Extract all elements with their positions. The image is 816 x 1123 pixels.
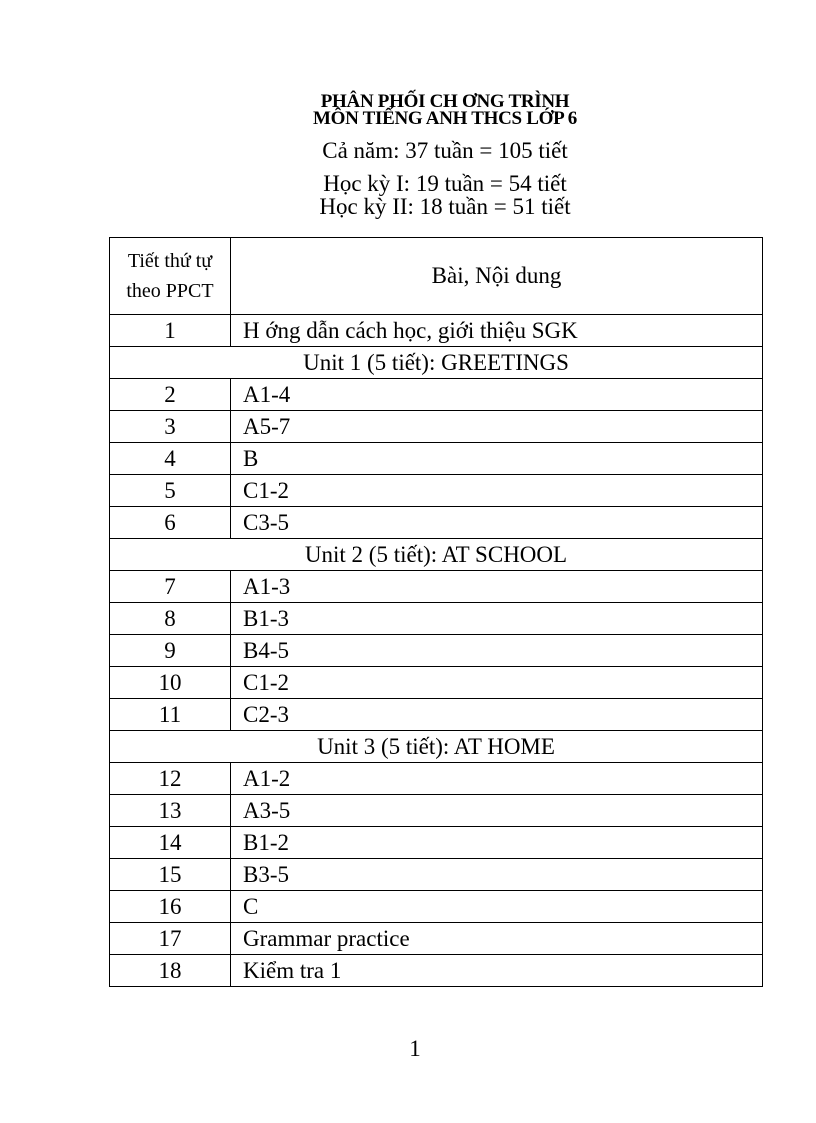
lesson-number: 17 <box>110 923 231 955</box>
lesson-number: 2 <box>110 379 231 411</box>
lesson-content: C <box>231 891 763 923</box>
table-row <box>110 443 763 475</box>
unit-header-row <box>110 731 763 763</box>
unit-3-title: Unit 3 (5 tiết): AT HOME <box>110 731 763 763</box>
unit-2-title: Unit 2 (5 tiết): AT SCHOOL <box>110 539 763 571</box>
semester-1-summary: Học kỳ I: 19 tuần = 54 tiết <box>323 171 567 196</box>
table-row <box>110 699 763 731</box>
lesson-content: B4-5 <box>231 635 763 667</box>
table-row <box>110 667 763 699</box>
lesson-number: 10 <box>110 667 231 699</box>
table-row <box>110 827 763 859</box>
table-row <box>110 571 763 603</box>
unit-1-title: Unit 1 (5 tiết): GREETINGS <box>110 347 763 379</box>
table-row <box>110 955 763 987</box>
table-row <box>110 795 763 827</box>
lesson-content: A1-4 <box>231 379 763 411</box>
lesson-content: H ớng dẫn cách học, giới thiệu SGK <box>231 315 763 347</box>
lesson-content: A1-2 <box>231 763 763 795</box>
lesson-content: Grammar practice <box>231 923 763 955</box>
lesson-content: A3-5 <box>231 795 763 827</box>
table-row <box>110 507 763 539</box>
table-header-row <box>110 238 763 315</box>
lesson-number: 18 <box>110 955 231 987</box>
lesson-number: 6 <box>110 507 231 539</box>
lesson-number: 12 <box>110 763 231 795</box>
lesson-content: A1-3 <box>231 571 763 603</box>
lesson-content: B <box>231 443 763 475</box>
lesson-content: C1-2 <box>231 475 763 507</box>
table-row <box>110 315 763 347</box>
document-subtitle: MÔN TIẾNG ANH THCS LỚP 6 <box>313 108 577 129</box>
lesson-number: 1 <box>110 315 231 347</box>
lesson-number: 16 <box>110 891 231 923</box>
column-header-content: Bài, Nội dung <box>231 238 763 315</box>
unit-header-row <box>110 539 763 571</box>
lesson-content: A5-7 <box>231 411 763 443</box>
lesson-number: 14 <box>110 827 231 859</box>
lesson-content: C1-2 <box>231 667 763 699</box>
lesson-number: 8 <box>110 603 231 635</box>
document-title: PHÂN PHỐI CH ƠNG TRÌNH <box>320 91 570 112</box>
lesson-content: C2-3 <box>231 699 763 731</box>
unit-header-row <box>110 347 763 379</box>
semester-2-summary: Học kỳ II: 18 tuần = 51 tiết <box>319 194 571 219</box>
lesson-content: C3-5 <box>231 507 763 539</box>
table-row <box>110 923 763 955</box>
page-number: 1 <box>409 1036 421 1061</box>
lesson-content: B1-3 <box>231 603 763 635</box>
curriculum-table <box>109 237 763 987</box>
lesson-number: 9 <box>110 635 231 667</box>
lesson-content: B3-5 <box>231 859 763 891</box>
table-row <box>110 891 763 923</box>
table-row <box>110 379 763 411</box>
lesson-number: 15 <box>110 859 231 891</box>
table-row <box>110 763 763 795</box>
table-row <box>110 635 763 667</box>
year-summary: Cả năm: 37 tuần = 105 tiết <box>322 138 568 163</box>
lesson-number: 5 <box>110 475 231 507</box>
lesson-number: 7 <box>110 571 231 603</box>
column-header-lesson-number: Tiết thứ tự theo PPCT <box>110 238 231 315</box>
table-row <box>110 859 763 891</box>
lesson-number: 4 <box>110 443 231 475</box>
lesson-content: Kiểm tra 1 <box>231 955 763 987</box>
table-row <box>110 475 763 507</box>
lesson-content: B1-2 <box>231 827 763 859</box>
table-row <box>110 603 763 635</box>
lesson-number: 13 <box>110 795 231 827</box>
table-row <box>110 411 763 443</box>
lesson-number: 11 <box>110 699 231 731</box>
lesson-number: 3 <box>110 411 231 443</box>
